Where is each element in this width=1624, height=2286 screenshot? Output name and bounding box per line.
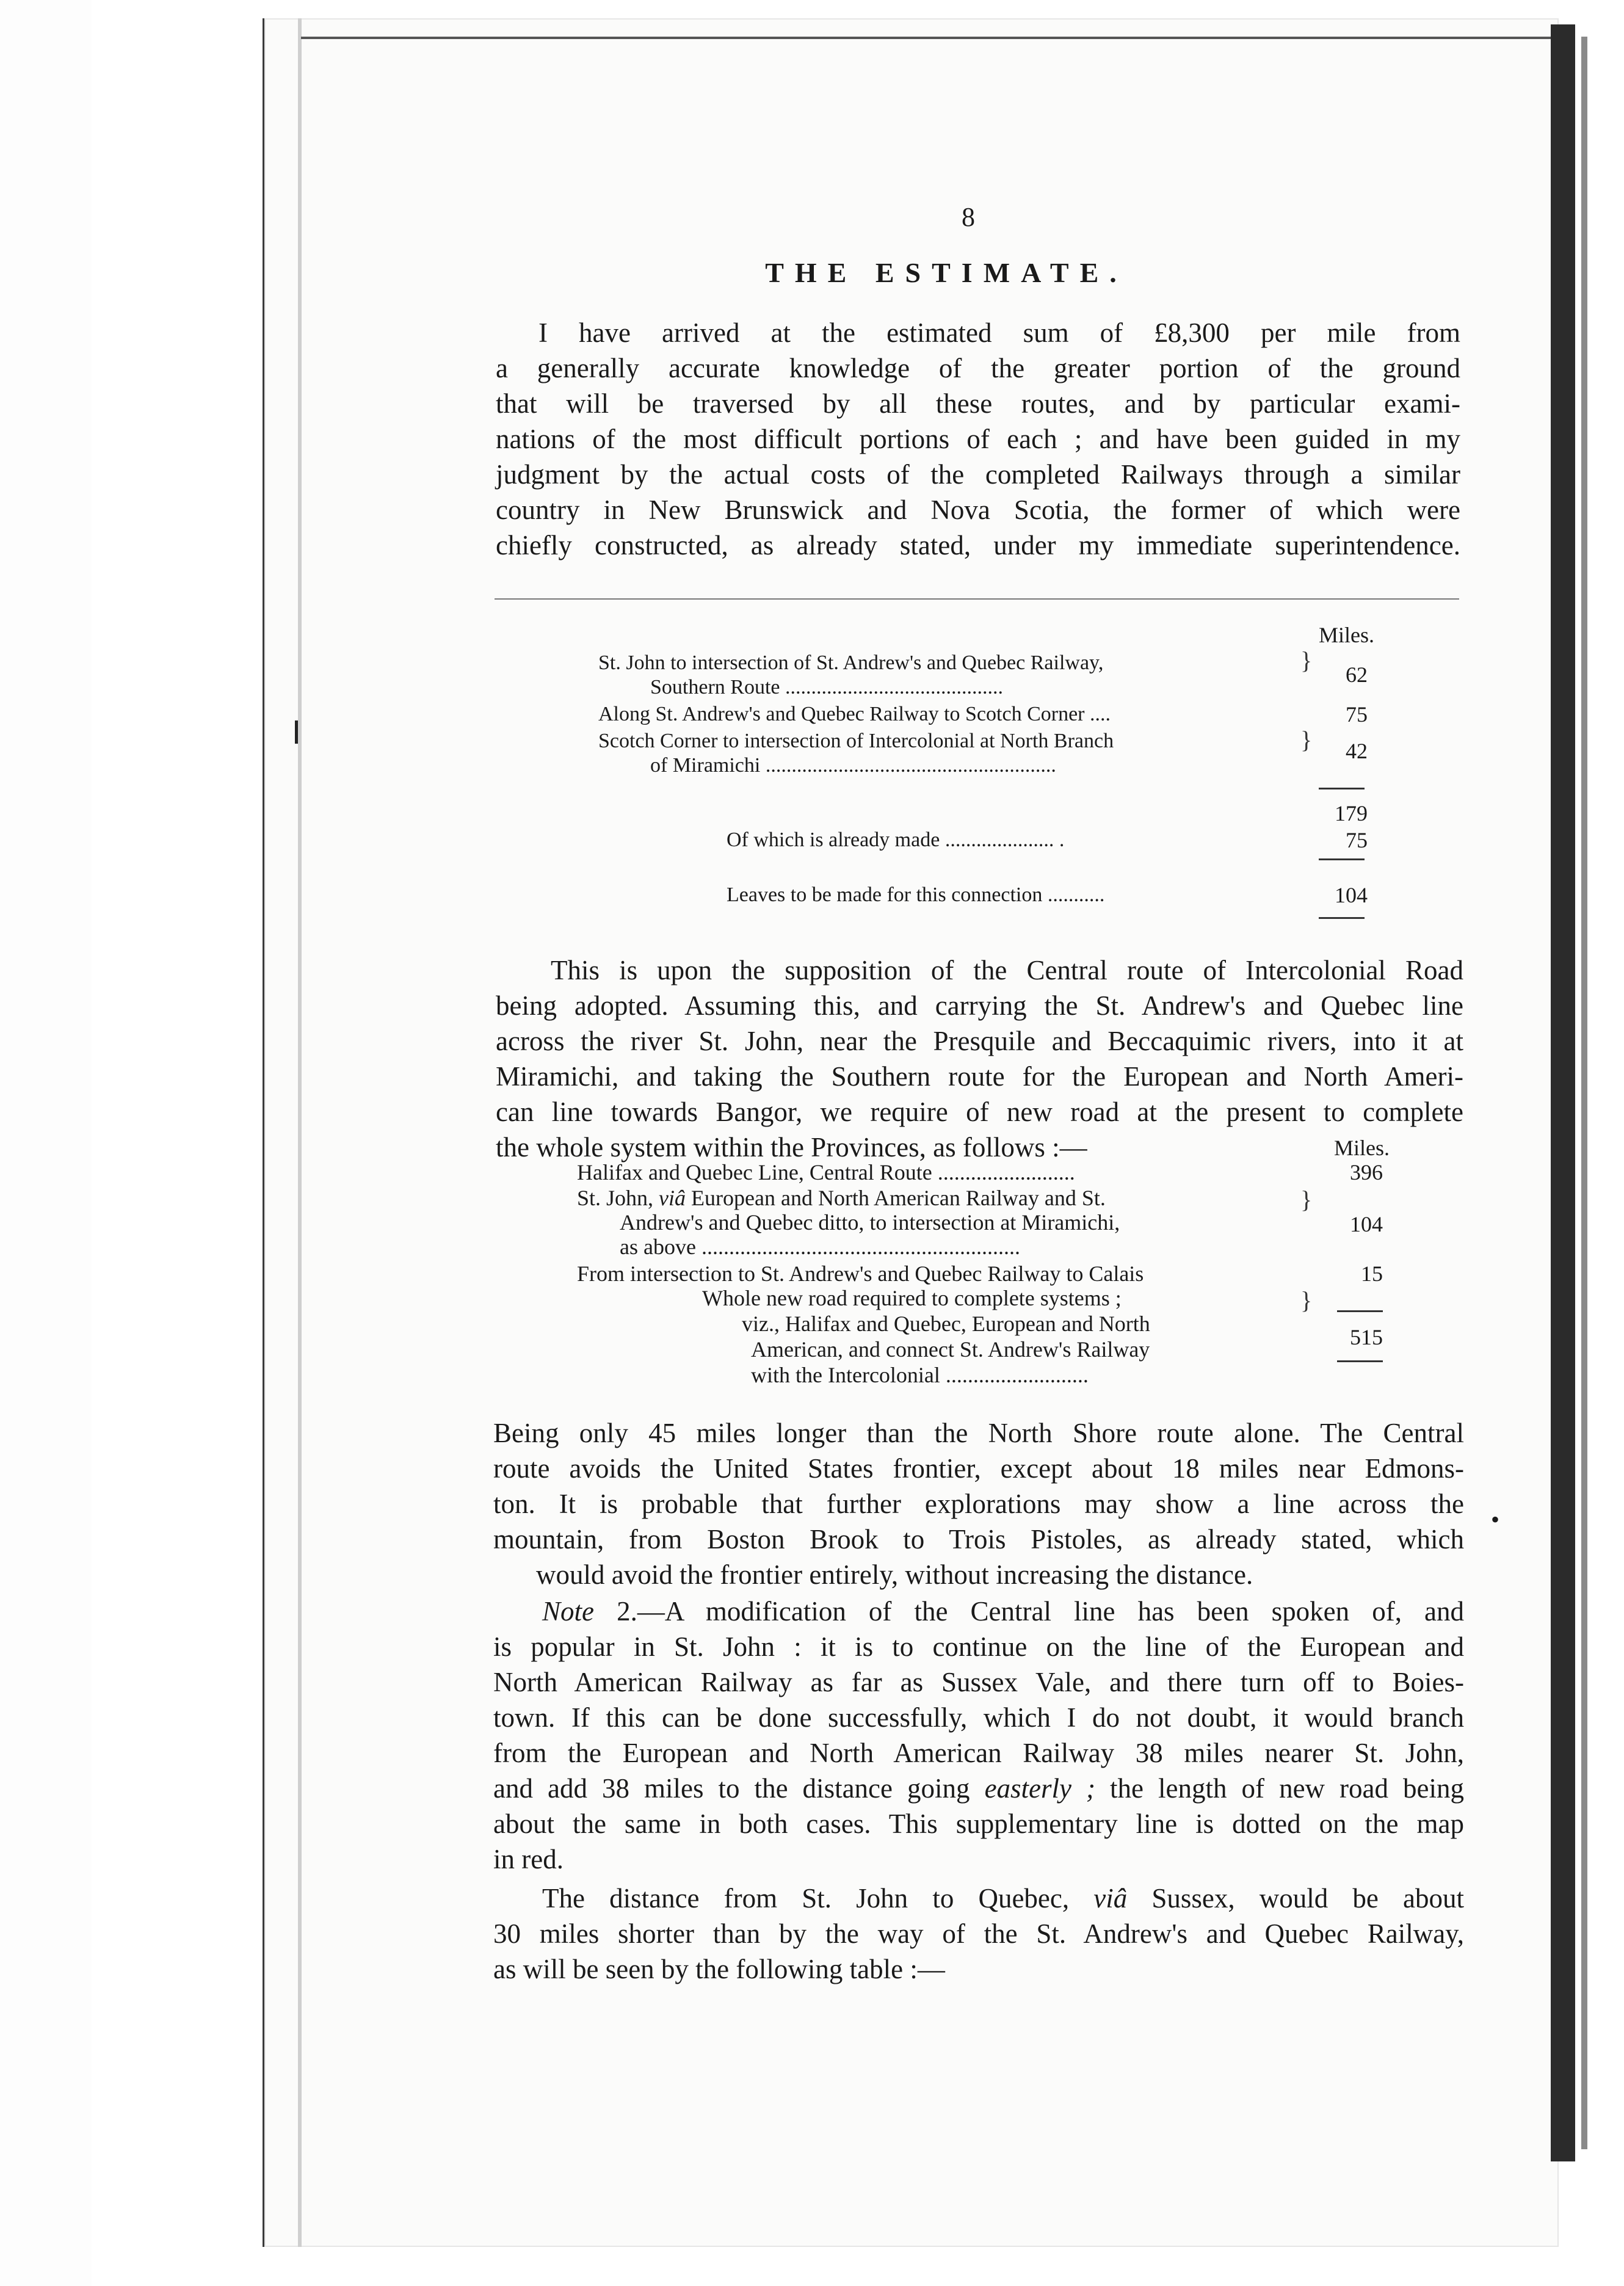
assumption-paragraph	[496, 953, 1463, 1165]
brace: }	[1300, 1286, 1313, 1314]
table-row-label: Andrew's and Quebec ditto, to intersection at Miramichi,	[620, 1210, 1120, 1235]
text-line: is popular in St. John : it is to continue on the line of the European and	[493, 1631, 1464, 1662]
table-value: 104	[1335, 883, 1368, 907]
text-line: the whole system within the Provinces, as follows :—	[496, 1132, 1087, 1163]
table-row-label: American, and connect St. Andrew's Railway	[751, 1337, 1150, 1362]
text-line: can line towards Bangor, we require of new road at the present to complete	[496, 1097, 1463, 1127]
binding-edge	[1581, 37, 1587, 2149]
text-line: would avoid the frontier entirely, without increasing the distance.	[536, 1559, 1253, 1590]
scan-artifact-mark	[295, 720, 298, 744]
text: Sussex, would be about	[1127, 1883, 1464, 1914]
text-line: country in New Brunswick and Nova Scotia, the former of which were	[496, 495, 1460, 525]
italic-text: viâ	[1093, 1883, 1128, 1914]
italic-text: viâ	[659, 1186, 686, 1210]
table-row-label: Leaves to be made for this connection ...........	[727, 884, 1105, 906]
text-line: route avoids the United States frontier, except about 18 miles near Edmons-	[493, 1453, 1464, 1484]
text-line: North American Railway as far as Sussex Vale, and there turn off to Boies-	[493, 1667, 1464, 1697]
table-row-label: Halifax and Quebec Line, Central Route .........................	[577, 1160, 1075, 1185]
table-row-label: St. John to intersection of St. Andrew's and Quebec Railway,	[598, 651, 1104, 674]
table-row-label: Whole new road required to complete systems ;	[702, 1286, 1122, 1310]
text-line: 30 miles shorter than by the way of the St. Andrew's and Quebec Railway,	[493, 1918, 1464, 1949]
table-row-label: as above ..........................................................	[620, 1235, 1020, 1259]
sum-rule	[1337, 1360, 1383, 1362]
text: St. John,	[577, 1186, 659, 1210]
table-row-label: of Miramichi ........................................................	[650, 754, 1056, 777]
text-line: as will be seen by the following table :—	[493, 1954, 945, 1984]
binding-shadow	[1551, 24, 1575, 2161]
italic-text: easterly ;	[984, 1773, 1096, 1804]
text: European and North American Railway and St.	[686, 1186, 1106, 1210]
table-value: 42	[1346, 739, 1368, 763]
brace: }	[1300, 647, 1313, 674]
text-line: about the same in both cases. This supplementary line is dotted on the map	[493, 1809, 1464, 1839]
miles-header: Miles.	[1319, 623, 1375, 647]
text-line: This is upon the supposition of the Central route of Intercolonial Road	[551, 955, 1463, 985]
table-row-label: viz., Halifax and Quebec, European and North	[742, 1312, 1150, 1336]
text-line	[493, 1881, 1464, 1916]
sum-rule	[1319, 858, 1365, 860]
text-line: ton. It is probable that further explorations may show a line across the	[493, 1489, 1464, 1519]
text: the length of new road being	[1095, 1773, 1465, 1804]
table-value: 396	[1350, 1160, 1383, 1185]
table-row-label: Southern Route ..........................................	[650, 676, 1003, 699]
table-value: 75	[1346, 828, 1368, 852]
sum-rule	[1319, 788, 1365, 789]
text-line: mountain, from Boston Brook to Trois Pistoles, as already stated, which	[493, 1524, 1464, 1555]
margin-mark: •	[1491, 1506, 1500, 1533]
brace: }	[1300, 1186, 1313, 1213]
text-line: judgment by the actual costs of the completed Railways through a similar	[496, 459, 1460, 490]
table-total: 515	[1350, 1325, 1383, 1349]
section-heading: THE ESTIMATE.	[765, 257, 1128, 288]
sum-rule	[1337, 1310, 1383, 1312]
text-line: being adopted. Assuming this, and carrying the St. Andrew's and Quebec line	[496, 990, 1463, 1021]
text-line: from the European and North American Railway 38 miles nearer St. John,	[493, 1738, 1464, 1768]
text-line: chiefly constructed, as already stated, under my immediate superintendence.	[496, 530, 1460, 561]
text-line: that will be traversed by all these routes, and by particular exami-	[496, 388, 1460, 419]
table-total: 179	[1335, 801, 1368, 826]
page-top-edge	[301, 37, 1559, 39]
note-2-paragraph	[493, 1594, 1464, 1877]
frontier-paragraph	[493, 1415, 1464, 1592]
table-row-label	[577, 1186, 1106, 1210]
brace: }	[1300, 726, 1313, 753]
table-row-label: From intersection to St. Andrew's and Quebec Railway to Calais	[577, 1261, 1144, 1286]
table-row-label: with the Intercolonial ..........................	[751, 1363, 1089, 1387]
distance-paragraph	[493, 1881, 1464, 1987]
note-label: Note	[542, 1596, 594, 1627]
text-line: nations of the most difficult portions of each ; and have been guided in my	[496, 424, 1460, 454]
text-line: town. If this can be done successfully, which I do not doubt, it would branch	[493, 1702, 1464, 1733]
text-line: Miramichi, and taking the Southern route for the European and North Ameri-	[496, 1061, 1463, 1092]
section-rule	[495, 598, 1459, 600]
text-line	[493, 1594, 1464, 1629]
text-line: across the river St. John, near the Presquile and Beccaquimic rivers, into it at	[496, 1026, 1463, 1056]
text: 2.—A modification of the Central line has been spoken of, and	[594, 1596, 1464, 1627]
estimate-paragraph	[496, 315, 1460, 563]
text: and add 38 miles to the distance going	[493, 1773, 985, 1804]
page-number: 8	[962, 202, 975, 232]
text: The distance from St. John to Quebec,	[542, 1883, 1094, 1914]
text-line: Being only 45 miles longer than the North Shore route alone. The Central	[493, 1418, 1464, 1448]
table-value: 62	[1346, 662, 1368, 687]
text-line: in red.	[493, 1844, 564, 1874]
table-row-label: Scotch Corner to intersection of Intercolonial at North Branch	[598, 730, 1114, 752]
table-value: 15	[1361, 1261, 1383, 1286]
text-line	[493, 1771, 1464, 1806]
scan-margin	[0, 0, 92, 2286]
table-row-label: Of which is already made ..................... .	[727, 829, 1065, 851]
table-value: 75	[1346, 702, 1368, 727]
page-fold-edge	[298, 18, 302, 2247]
table-row-label: Along St. Andrew's and Quebec Railway to Scotch Corner ....	[598, 703, 1111, 725]
text-line: a generally accurate knowledge of the greater portion of the ground	[496, 353, 1460, 383]
text-line: I have arrived at the estimated sum of £8,300 per mile from	[538, 318, 1460, 348]
table-value: 104	[1350, 1212, 1383, 1236]
sum-rule	[1319, 917, 1365, 919]
miles-header: Miles.	[1334, 1136, 1390, 1160]
